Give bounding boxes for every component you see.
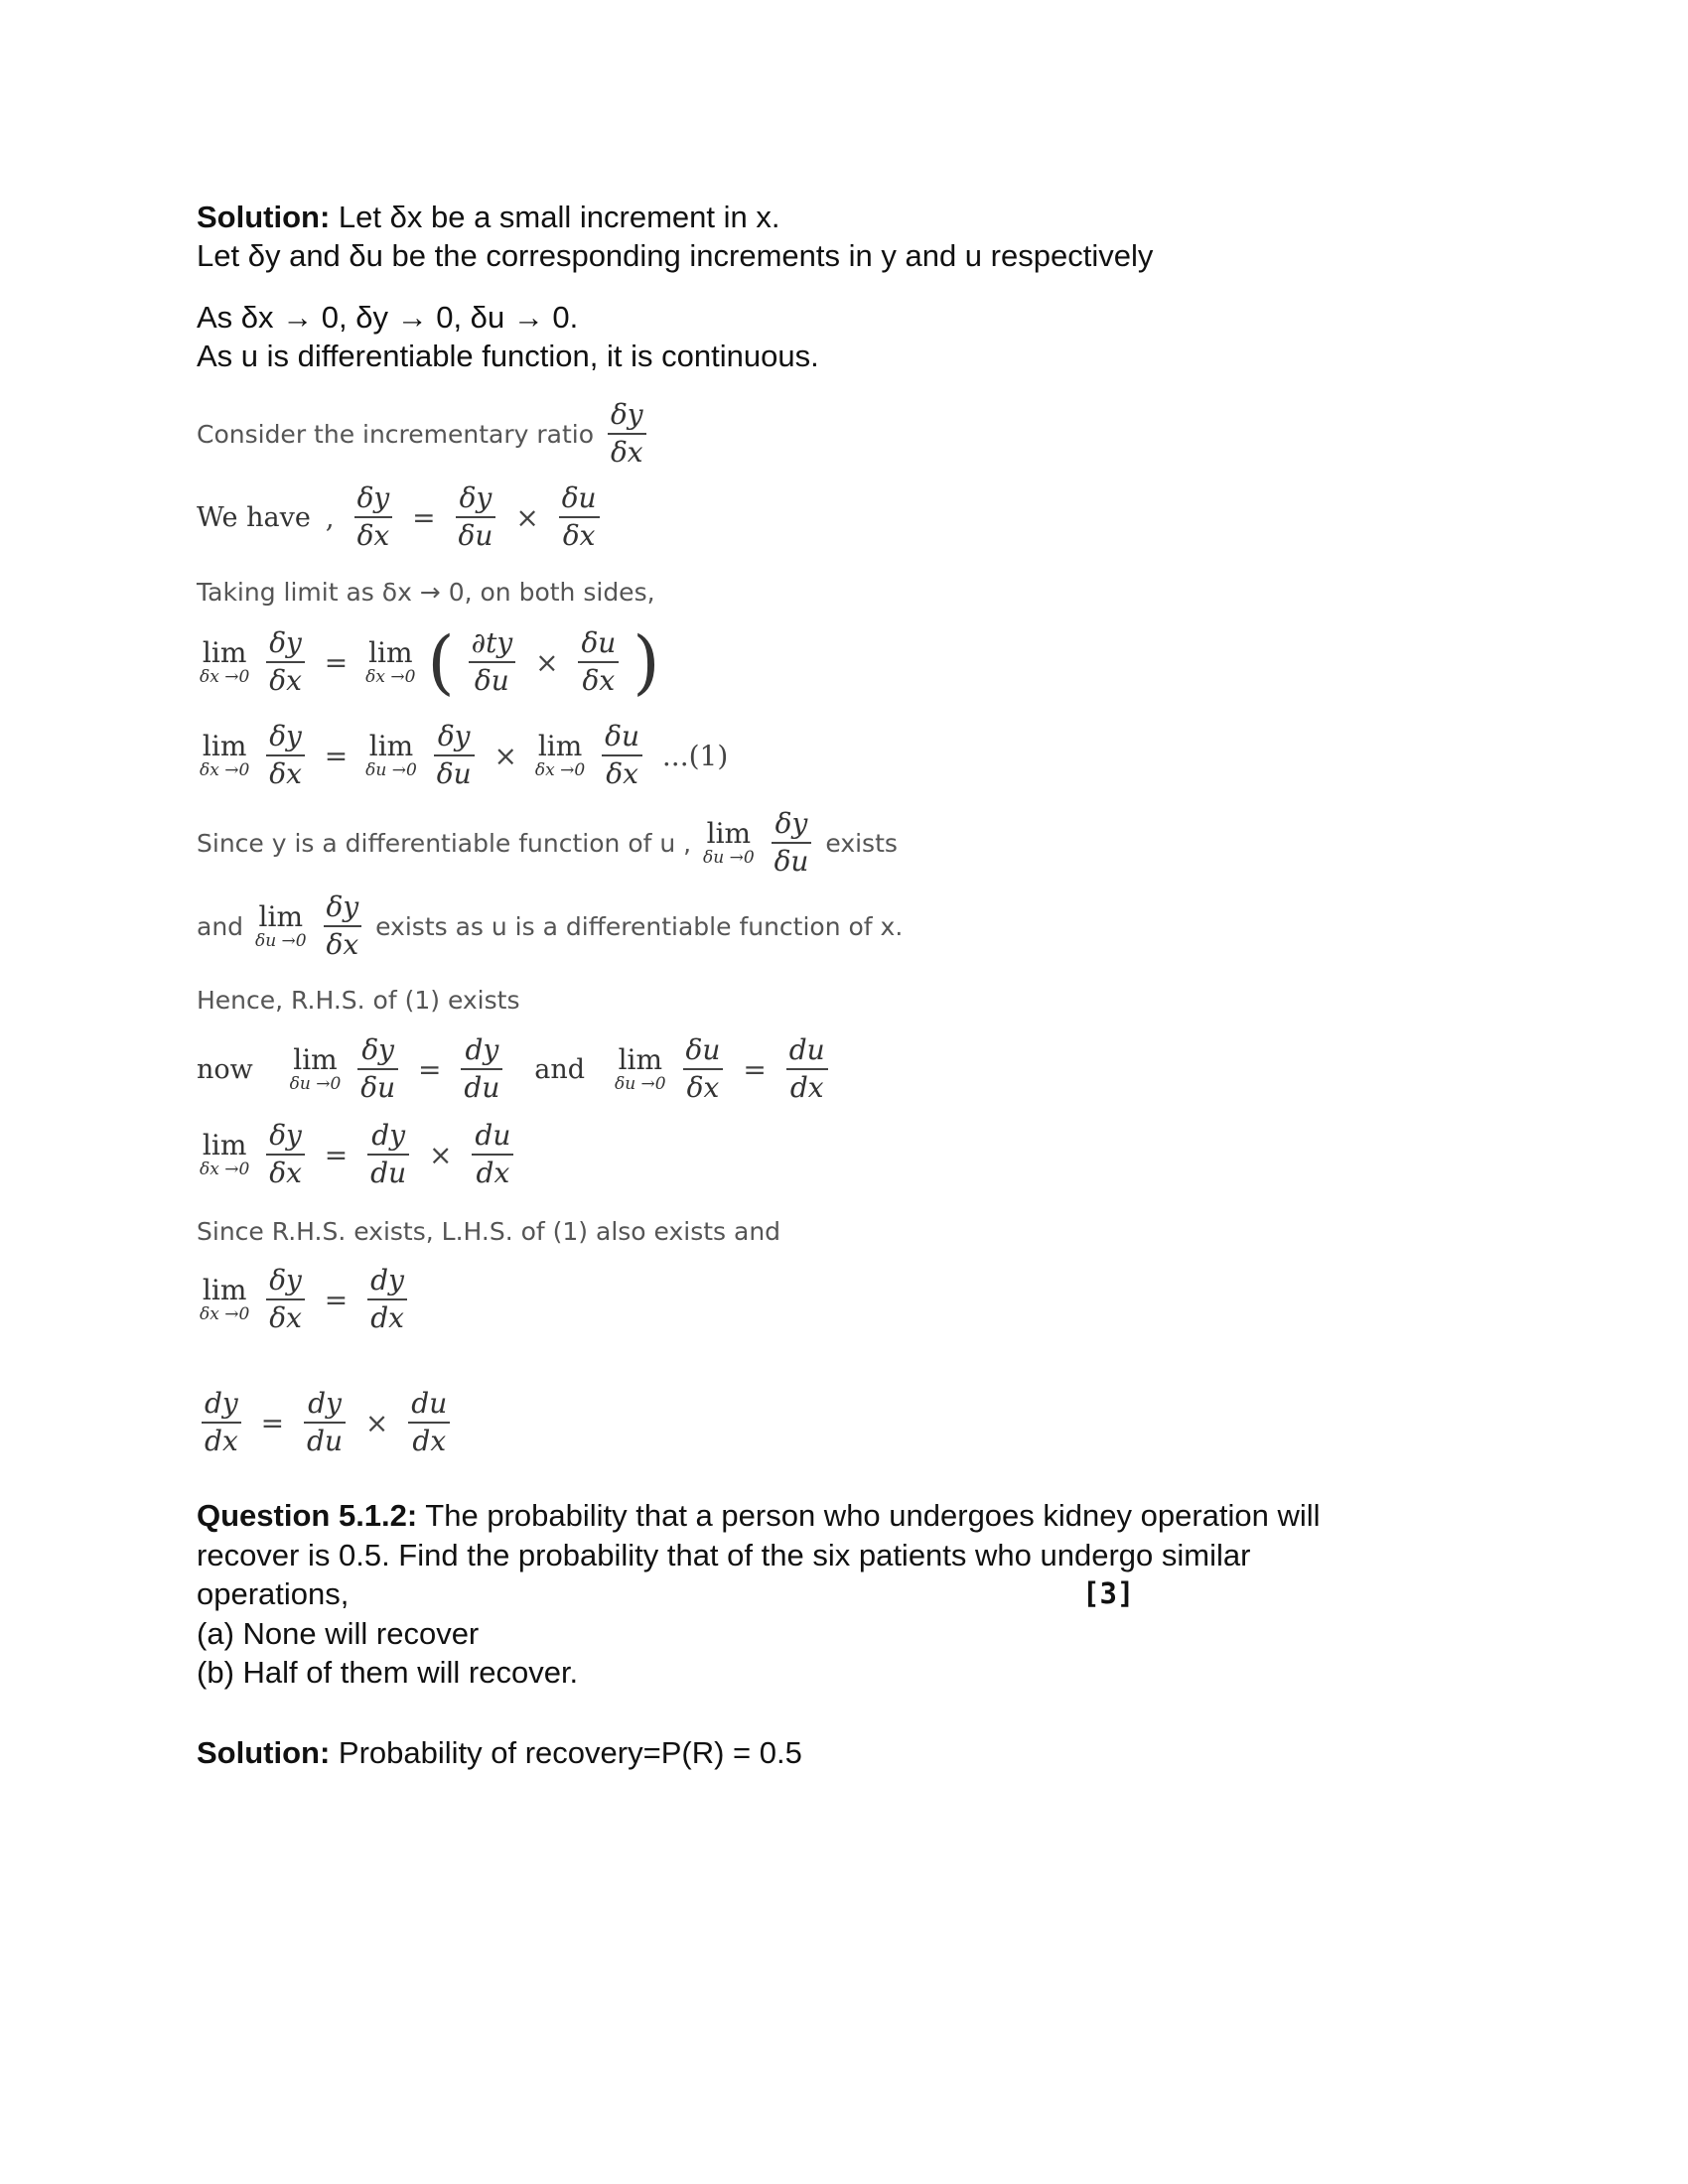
equation-reference: ...(1) bbox=[661, 739, 729, 772]
limit-equation-2: lim δx →0 $\frac{\delta y}{\delta x}$ = lim δu →0 $\frac{\delta y}{\delta u}$ × lim δx →0 $\frac{\delta u}{\delta x}$ ...(1) bbox=[200, 720, 729, 790]
since-y-line: Since y is a differentiable function of u , lim δu →0 $\frac{\delta y}{\delta u}$ exists bbox=[197, 807, 898, 878]
question-line-1: Question 5.1.2: The probability that a person who undergoes kidney operation will bbox=[197, 1498, 1321, 1533]
solution2-line: Solution: Probability of recovery=P(R) = 0.5 bbox=[197, 1735, 802, 1770]
solution-line-1: Solution: Let δx be a small increment in x. bbox=[197, 200, 780, 234]
limit-result-equation: lim δx →0 $\frac{\delta y}{\delta x}$ = $\frac{dy}{dx}$ bbox=[197, 1263, 412, 1336]
option-a: (a) None will recover bbox=[197, 1616, 480, 1651]
solution-line-4: As u is differentiable function, it is continuous. bbox=[197, 339, 819, 373]
consider-ratio-line: Consider the incrementary ratio $\frac{\delta y}{\delta x}$ bbox=[197, 397, 651, 471]
since-rhs-text: Since R.H.S. exists, L.H.S. of (1) also exists and bbox=[197, 1217, 781, 1246]
chain-rule-equation: $\frac{dy}{dx}$ = $\frac{dy}{du}$ × $\frac{du}{dx}$ bbox=[197, 1386, 455, 1459]
solution-label: Solution: bbox=[197, 200, 331, 234]
question-line-3: operations, bbox=[197, 1576, 350, 1611]
we-have-equation: We have , $\frac{\delta y}{\delta x}$ = $\frac{\delta y}{\delta u}$ × $\frac{\delta u}{\delta x}$ bbox=[197, 480, 605, 554]
question-line-2: recover is 0.5. Find the probability that of the six patients who undergo similar bbox=[197, 1538, 1251, 1572]
now-equation: now lim δu →0 $\frac{\delta y}{\delta u}$ = $\frac{dy}{du}$ and lim δu →0 $\frac{\delta u}{\delta x}$ = $\frac{du}{dx}$ bbox=[197, 1032, 833, 1106]
solution-line-3: As δx → 0, δy → 0, δu → 0. bbox=[197, 300, 579, 335]
hence-text: Hence, R.H.S. of (1) exists bbox=[197, 986, 520, 1015]
limit-product-equation: lim δx →0 $\frac{\delta y}{\delta x}$ = $\frac{dy}{du}$ × $\frac{du}{dx}$ bbox=[197, 1118, 518, 1191]
fraction: $\frac{\delta y}{\delta x}$ bbox=[608, 397, 646, 471]
option-b: (b) Half of them will recover. bbox=[197, 1655, 579, 1690]
limit-equation-1: lim δx →0 $\frac{\delta y}{\delta x}$ = lim δx →0 ( $\frac{\partial ty}{\delta u}$ × $\frac{\delta u}{\delta x}$ ) bbox=[200, 621, 660, 703]
marks-badge: [3] bbox=[1082, 1576, 1135, 1610]
and-exists-line: and lim δu →0 $\frac{\delta y}{\delta x}$ exists as u is a differentiable function of x. bbox=[197, 890, 904, 961]
solution-line-2: Let δy and δu be the corresponding increments in y and u respectively bbox=[197, 238, 1154, 273]
solution2-label: Solution: bbox=[197, 1735, 331, 1770]
taking-limit-text: Taking limit as δx → 0, on both sides, bbox=[197, 578, 655, 607]
question-label: Question 5.1.2: bbox=[197, 1498, 418, 1533]
